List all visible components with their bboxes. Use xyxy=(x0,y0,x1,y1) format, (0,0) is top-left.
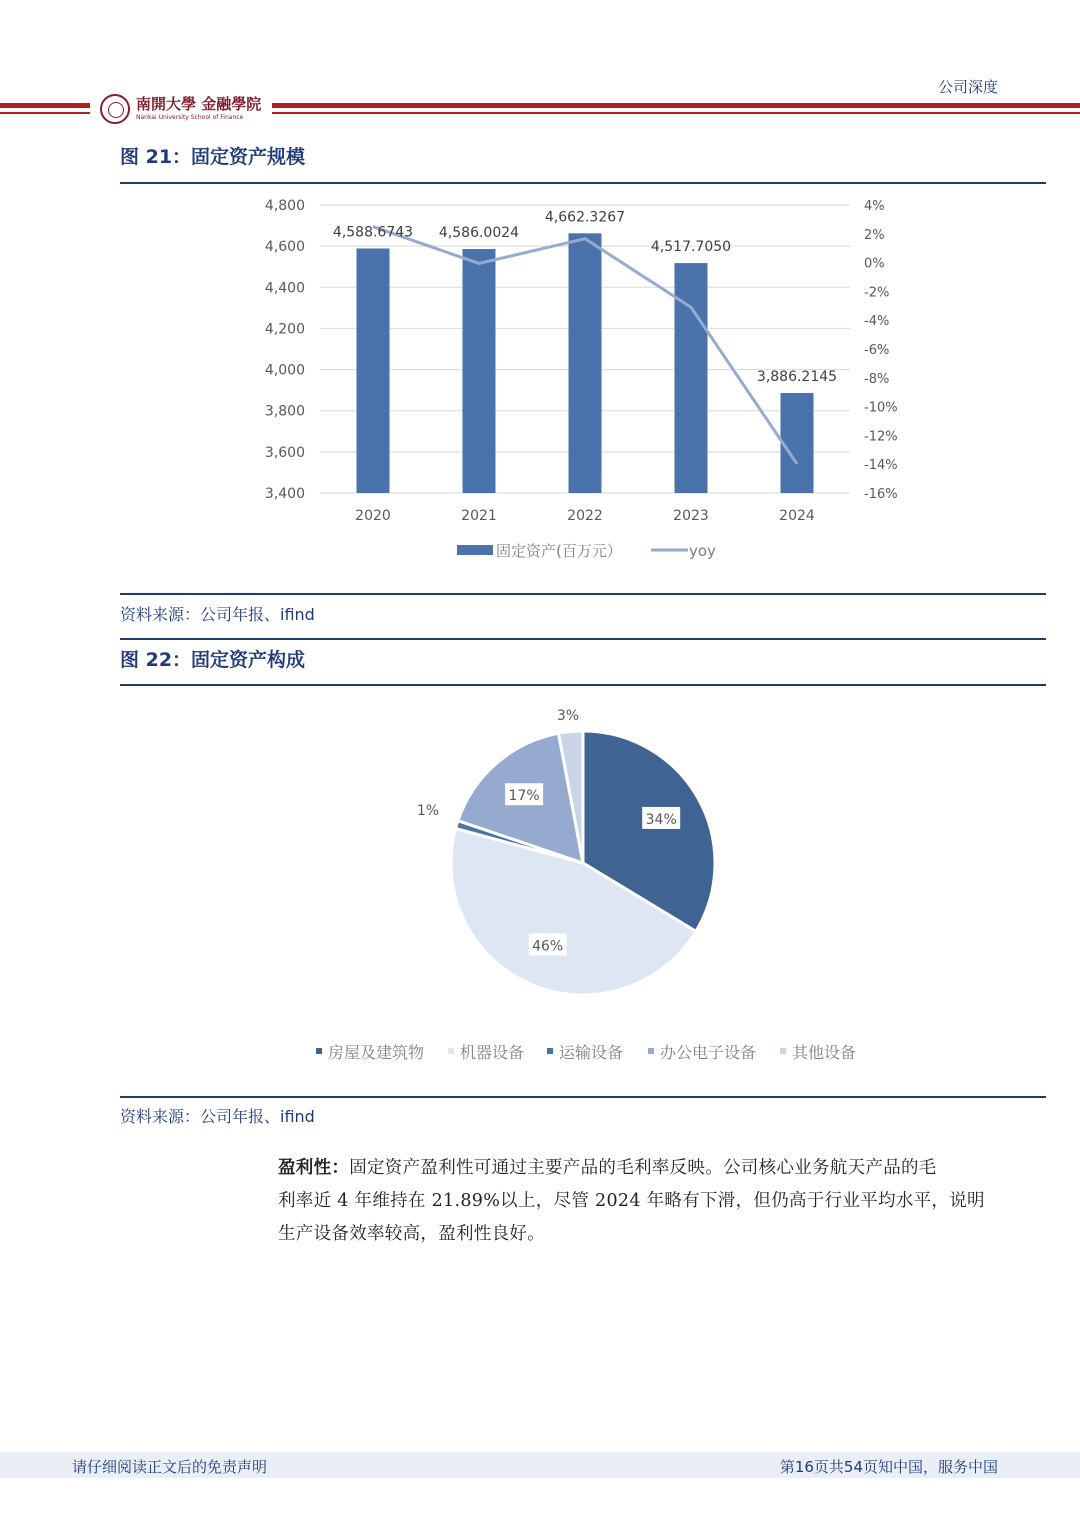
y-left-tick-label: 4,000 xyxy=(264,362,305,379)
profitability-paragraph xyxy=(278,1152,1000,1251)
bar-data-label: 4,517.7050 xyxy=(650,239,732,256)
legend-swatch xyxy=(780,1048,786,1054)
figure-21-title: 图 21：固定资产规模 xyxy=(120,146,306,168)
legend-swatch xyxy=(448,1048,454,1054)
legend-label: 机器设备 xyxy=(460,1043,525,1062)
paragraph-lead: 盈利性： xyxy=(278,1158,350,1178)
figure-21-bottom-rule xyxy=(120,593,1046,595)
figure-22-top-rule xyxy=(120,684,1046,686)
legend-bar-swatch xyxy=(457,545,493,555)
footer-page-info: 第16页共54页知中国，服务中国 xyxy=(779,1458,998,1476)
y-right-tick-label: 2% xyxy=(864,227,885,243)
legend-swatch xyxy=(316,1048,322,1054)
y-left-tick-label: 4,600 xyxy=(264,239,305,256)
header-bar-left xyxy=(0,103,90,108)
page-footer xyxy=(0,1452,1080,1478)
x-tick-label: 2022 xyxy=(567,508,603,524)
footer-disclaimer: 请仔细阅读正文后的免责声明 xyxy=(72,1458,268,1476)
figure-22-source: 资料来源：公司年报、ifind xyxy=(120,1107,315,1126)
y-right-tick-label: -6% xyxy=(864,343,890,358)
bar-data-label: 3,886.2145 xyxy=(756,368,838,385)
bar-data-label: 4,662.3267 xyxy=(544,209,626,226)
logo-chinese-name: 南開大學 金融學院 xyxy=(136,95,262,113)
pie-label: 46% xyxy=(532,938,564,955)
legend-label: 办公电子设备 xyxy=(660,1043,757,1062)
y-left-tick-label: 3,400 xyxy=(264,486,305,502)
bar xyxy=(463,249,496,493)
y-right-tick-label: -10% xyxy=(864,400,898,416)
bar xyxy=(781,393,814,493)
bar xyxy=(357,248,390,493)
y-right-tick-label: 4% xyxy=(864,199,885,214)
y-right-tick-label: -4% xyxy=(864,314,890,330)
y-right-tick-label: 0% xyxy=(864,256,885,272)
legend-swatch xyxy=(547,1048,553,1054)
legend-line-label: yoy xyxy=(689,542,716,560)
x-tick-label: 2024 xyxy=(779,508,815,524)
y-right-tick-label: -8% xyxy=(864,371,890,387)
bar-data-label: 4,588.6743 xyxy=(332,224,414,241)
seal-icon xyxy=(100,94,130,124)
pie-label: 1% xyxy=(416,803,440,819)
figure-21-top-rule xyxy=(120,182,1046,184)
chart-bars xyxy=(357,233,814,493)
figure-22-title: 图 22：固定资产构成 xyxy=(120,649,306,671)
figure-22-top-rule-upper xyxy=(120,638,1046,640)
legend-label: 运输设备 xyxy=(559,1043,624,1062)
fixed-assets-composition-pie xyxy=(0,690,1080,1090)
y-left-tick-label: 4,400 xyxy=(264,280,305,297)
figure-22-bottom-rule xyxy=(120,1096,1046,1098)
chart-legend xyxy=(457,542,716,560)
y-left-tick-label: 3,800 xyxy=(264,403,305,420)
legend-label: 其他设备 xyxy=(792,1043,857,1062)
header-bar-right-thin xyxy=(272,112,1080,114)
y-left-tick-label: 4,200 xyxy=(264,321,305,338)
university-logo xyxy=(100,92,270,126)
figure-21-source: 资料来源：公司年报、ifind xyxy=(120,605,315,624)
header-bar-left-thin xyxy=(0,112,90,114)
bar xyxy=(569,233,602,493)
paragraph-line-1: 固定资产盈利性可通过主要产品的毛利率反映。公司核心业务航天产品的毛 xyxy=(349,1158,937,1178)
legend-label: 房屋及建筑物 xyxy=(328,1043,425,1062)
fixed-assets-chart xyxy=(0,185,1080,595)
pie-slices xyxy=(451,731,715,995)
paragraph-line-2: 利率近 4 年维持在 21.89%以上，尽管 2024 年略有下滑，但仍高于行业平均水平，说明 xyxy=(278,1191,985,1211)
y-right-tick-label: -2% xyxy=(864,285,890,301)
y-left-tick-label: 4,800 xyxy=(264,198,305,214)
y-left-tick-label: 3,600 xyxy=(264,444,305,461)
x-tick-label: 2023 xyxy=(673,508,709,524)
x-tick-label: 2020 xyxy=(355,508,391,524)
logo-english-name: Nankai University School of Finance xyxy=(136,114,244,121)
legend-swatch xyxy=(648,1048,654,1054)
paragraph-line-3: 生产设备效率较高，盈利性良好。 xyxy=(278,1224,545,1244)
pie-label: 17% xyxy=(508,788,540,805)
section-label: 公司深度 xyxy=(937,78,998,96)
bar-data-label: 4,586.0024 xyxy=(438,225,520,242)
bar xyxy=(675,263,708,493)
y-right-tick-label: -16% xyxy=(864,487,898,502)
pie-legend xyxy=(316,1043,856,1062)
header-bar-right xyxy=(272,103,1080,108)
pie-label: 3% xyxy=(556,708,580,724)
legend-bar-label: 固定资产(百万元） xyxy=(496,542,622,560)
x-tick-label: 2021 xyxy=(461,508,497,524)
y-right-tick-label: -12% xyxy=(864,429,898,445)
pie-label: 34% xyxy=(645,811,677,828)
y-right-tick-label: -14% xyxy=(864,458,898,474)
